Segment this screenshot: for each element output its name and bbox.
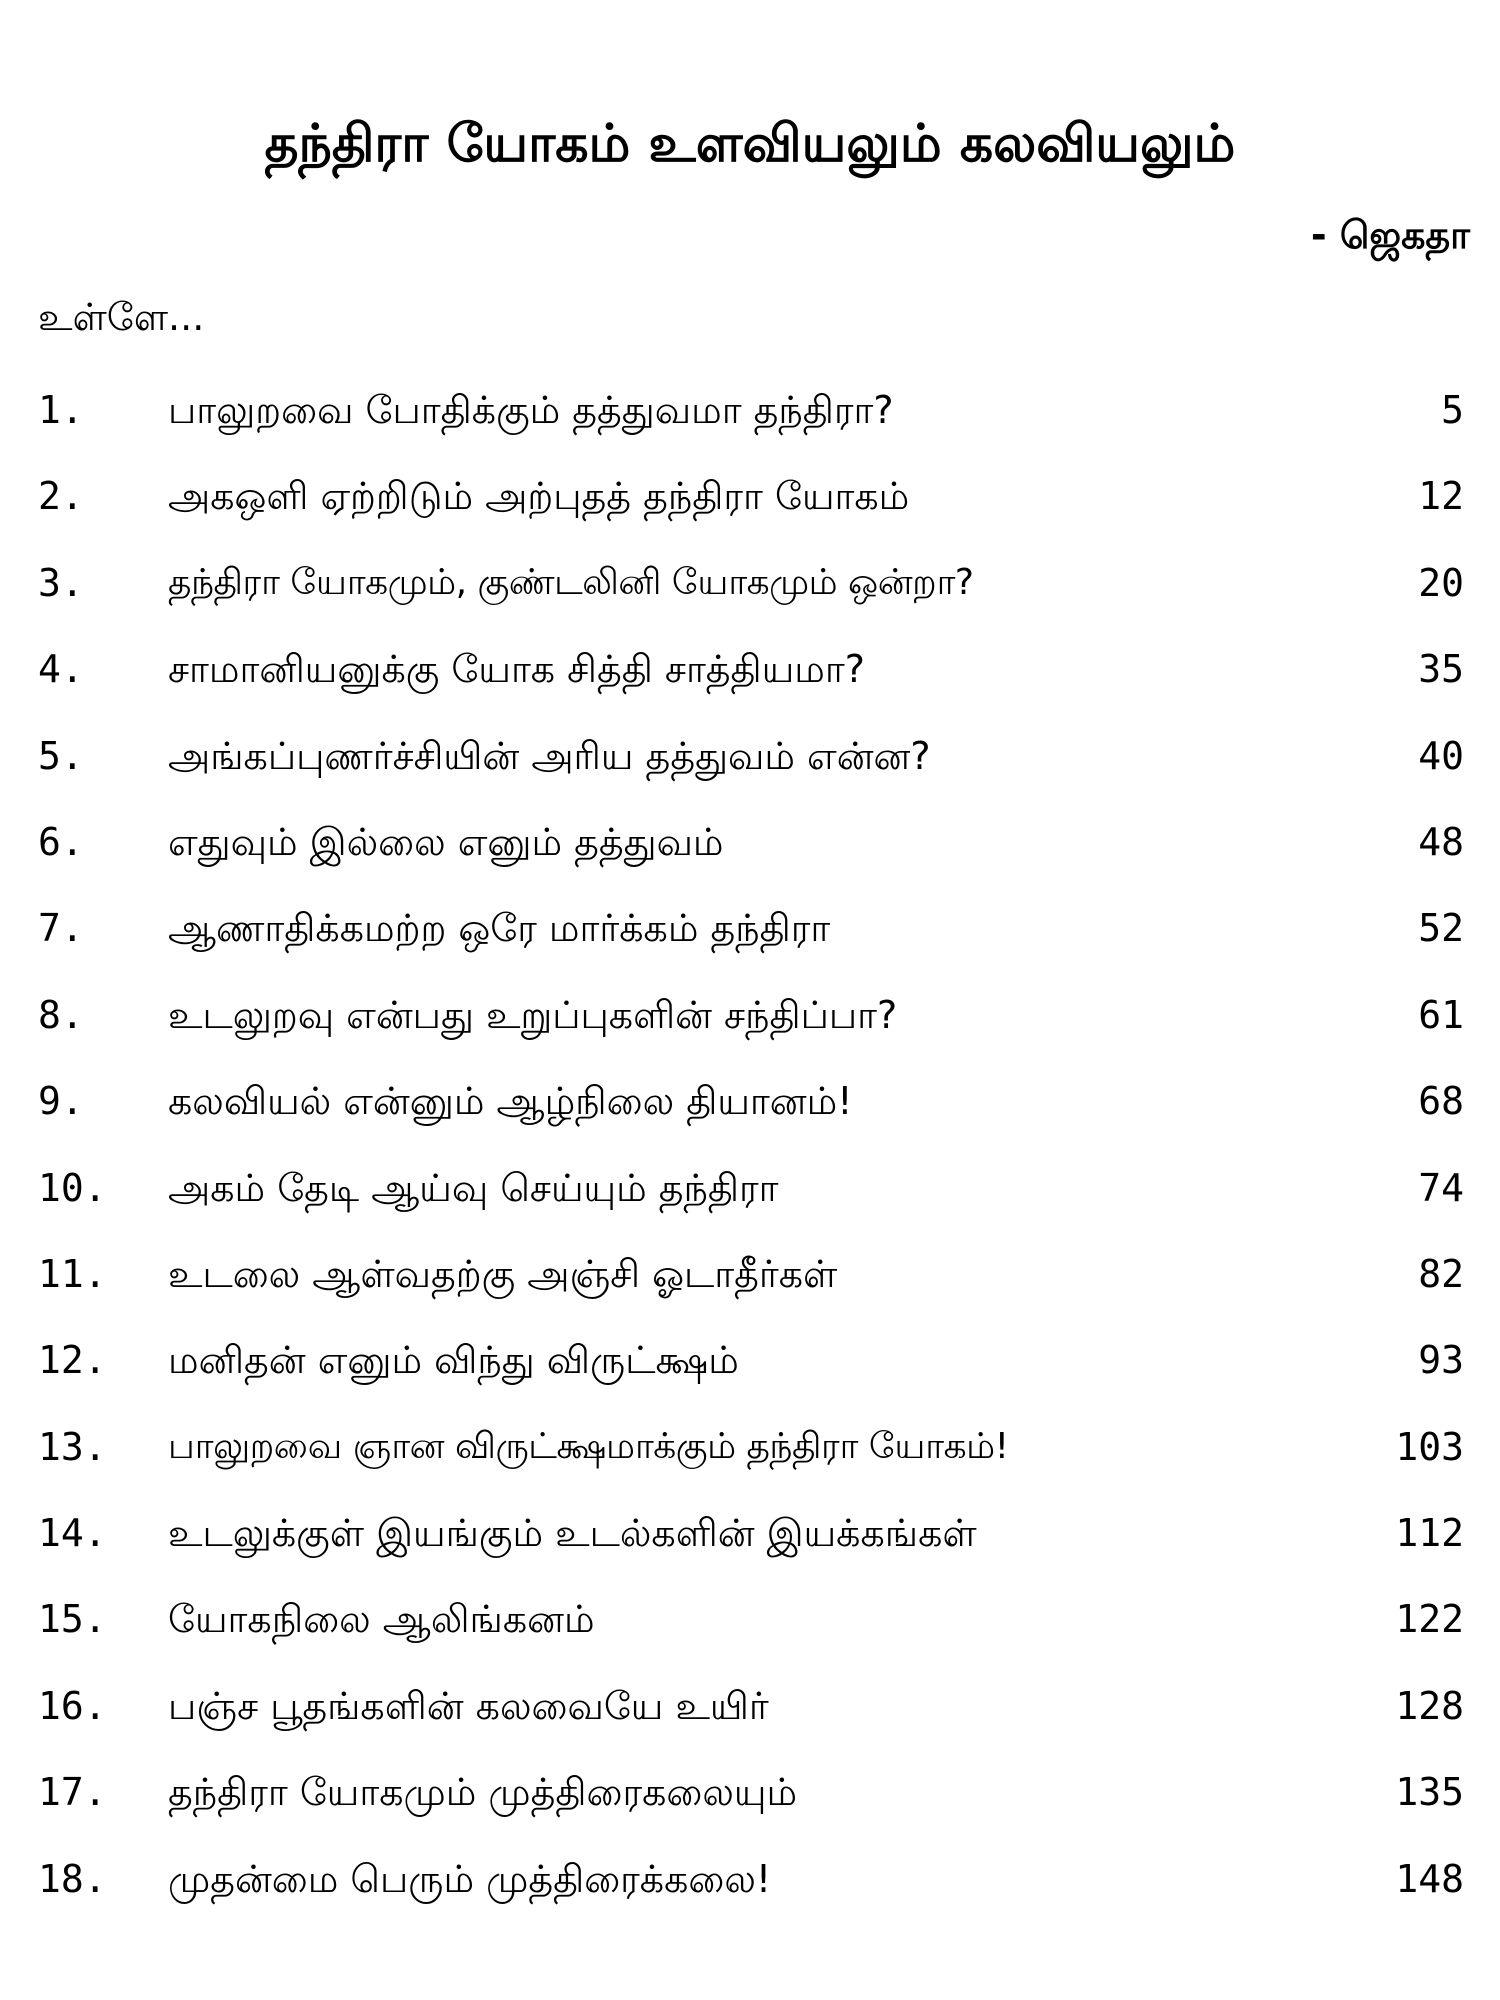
toc-entry-number: 16.	[38, 1683, 107, 1728]
toc-entry-number: 14.	[38, 1511, 107, 1556]
toc-entry-number: 4.	[38, 647, 84, 692]
toc-entry-title: அகம் தேடி ஆய்வு செய்யும் தந்திரா	[168, 1165, 779, 1210]
toc-entry-number: 15.	[38, 1597, 107, 1642]
toc-entry-10	[0, 1158, 1500, 1244]
toc-entry-number: 8.	[38, 992, 84, 1037]
toc-entry-page: 148	[1395, 1856, 1464, 1901]
toc-entry-title: ஆணாதிக்கமற்ற ஒரே மார்க்கம் தந்திரா	[168, 906, 831, 951]
toc-entry-title: உடலுறவு என்பது உறுப்புகளின் சந்திப்பா?	[168, 992, 898, 1037]
toc-entry-title: தந்திரா யோகமும், குண்டலினி யோகமும் ஒன்றா?	[168, 561, 974, 603]
toc-entry-title: பாலுறவை போதிக்கும் தத்துவமா தந்திரா?	[168, 388, 894, 432]
toc-entry-page: 40	[1418, 733, 1464, 778]
toc-entry-page: 48	[1418, 819, 1464, 864]
toc-entry-number: 7.	[38, 906, 84, 951]
toc-entry-16	[0, 1676, 1500, 1762]
toc-entry-number: 13.	[38, 1424, 107, 1469]
toc-entry-12	[0, 1330, 1500, 1416]
toc-entry-page: 68	[1418, 1079, 1464, 1124]
toc-entry-page: 74	[1418, 1165, 1464, 1210]
toc-entry-page: 52	[1418, 906, 1464, 951]
toc-entry-title: பாலுறவை ஞான விருட்க்ஷமாக்கும் தந்திரா யோகம்!	[168, 1425, 1009, 1467]
toc-entry-title: யோகநிலை ஆலிங்கனம்	[168, 1597, 595, 1642]
book-title: தந்திரா யோகம் உளவியலும் கலவியலும்	[264, 114, 1236, 174]
toc-entry-8	[0, 985, 1500, 1071]
toc-entry-title: முதன்மை பெரும் முத்திரைக்கலை!	[168, 1856, 772, 1901]
toc-entry-page: 128	[1395, 1683, 1464, 1728]
toc-entry-title: அங்கப்புணர்ச்சியின் அரிய தத்துவம் என்ன?	[168, 733, 931, 778]
toc-entry-page: 122	[1395, 1597, 1464, 1642]
author-name: - ஜெகதா	[1310, 213, 1470, 257]
contents-heading: உள்ளே...	[38, 295, 205, 339]
toc-entry-number: 5.	[38, 733, 84, 778]
toc-entry-15	[0, 1589, 1500, 1675]
toc-entry-page: 12	[1418, 474, 1464, 519]
toc-entry-number: 12.	[38, 1338, 107, 1383]
toc-entry-page: 103	[1395, 1424, 1464, 1469]
toc-entry-1	[0, 380, 1500, 466]
toc-entry-number: 18.	[38, 1856, 107, 1901]
toc-entry-number: 11.	[38, 1251, 107, 1296]
toc-entry-number: 3.	[38, 560, 84, 605]
toc-entry-title: எதுவும் இல்லை எனும் தத்துவம்	[168, 819, 724, 864]
toc-entry-title: மனிதன் எனும் விந்து விருட்க்ஷம்	[168, 1338, 739, 1383]
toc-entry-title: அகஒளி ஏற்றிடும் அற்புதத் தந்திரா யோகம்	[168, 474, 910, 519]
toc-entry-title: தந்திரா யோகமும் முத்திரைகலையும்	[168, 1770, 798, 1815]
toc-entry-17	[0, 1762, 1500, 1848]
toc-entry-number: 1.	[38, 388, 84, 432]
toc-entry-page: 5	[1441, 388, 1464, 432]
toc-entry-6	[0, 812, 1500, 898]
toc-entry-title: சாமானியனுக்கு யோக சித்தி சாத்தியமா?	[168, 647, 865, 692]
toc-entry-5	[0, 726, 1500, 812]
toc-entry-title: கலவியல் என்னும் ஆழ்நிலை தியானம்!	[168, 1079, 853, 1124]
toc-entry-2	[0, 466, 1500, 552]
toc-entry-14	[0, 1503, 1500, 1589]
toc-entry-number: 2.	[38, 474, 84, 519]
toc-entry-11	[0, 1244, 1500, 1330]
toc-entry-title: பஞ்ச பூதங்களின் கலவையே உயிர்	[168, 1683, 769, 1728]
toc-entry-number: 17.	[38, 1770, 107, 1815]
toc-entry-page: 82	[1418, 1251, 1464, 1296]
toc-entry-13	[0, 1417, 1500, 1503]
table-of-contents	[0, 380, 1500, 1935]
toc-entry-page: 20	[1418, 560, 1464, 605]
toc-entry-page: 135	[1395, 1770, 1464, 1815]
toc-entry-page: 112	[1395, 1511, 1464, 1556]
toc-entry-page: 61	[1418, 992, 1464, 1037]
toc-entry-number: 10.	[38, 1165, 107, 1210]
toc-entry-title: உடலை ஆள்வதற்கு அஞ்சி ஓடாதீர்கள்	[168, 1251, 838, 1296]
toc-entry-number: 6.	[38, 819, 84, 864]
toc-entry-18	[0, 1849, 1500, 1935]
toc-entry-page: 35	[1418, 647, 1464, 692]
toc-entry-page: 93	[1418, 1338, 1464, 1383]
toc-entry-3	[0, 553, 1500, 639]
toc-entry-9	[0, 1071, 1500, 1157]
toc-entry-number: 9.	[38, 1079, 84, 1124]
toc-entry-title: உடலுக்குள் இயங்கும் உடல்களின் இயக்கங்கள்	[168, 1511, 977, 1556]
toc-entry-4	[0, 639, 1500, 725]
toc-entry-7	[0, 898, 1500, 984]
